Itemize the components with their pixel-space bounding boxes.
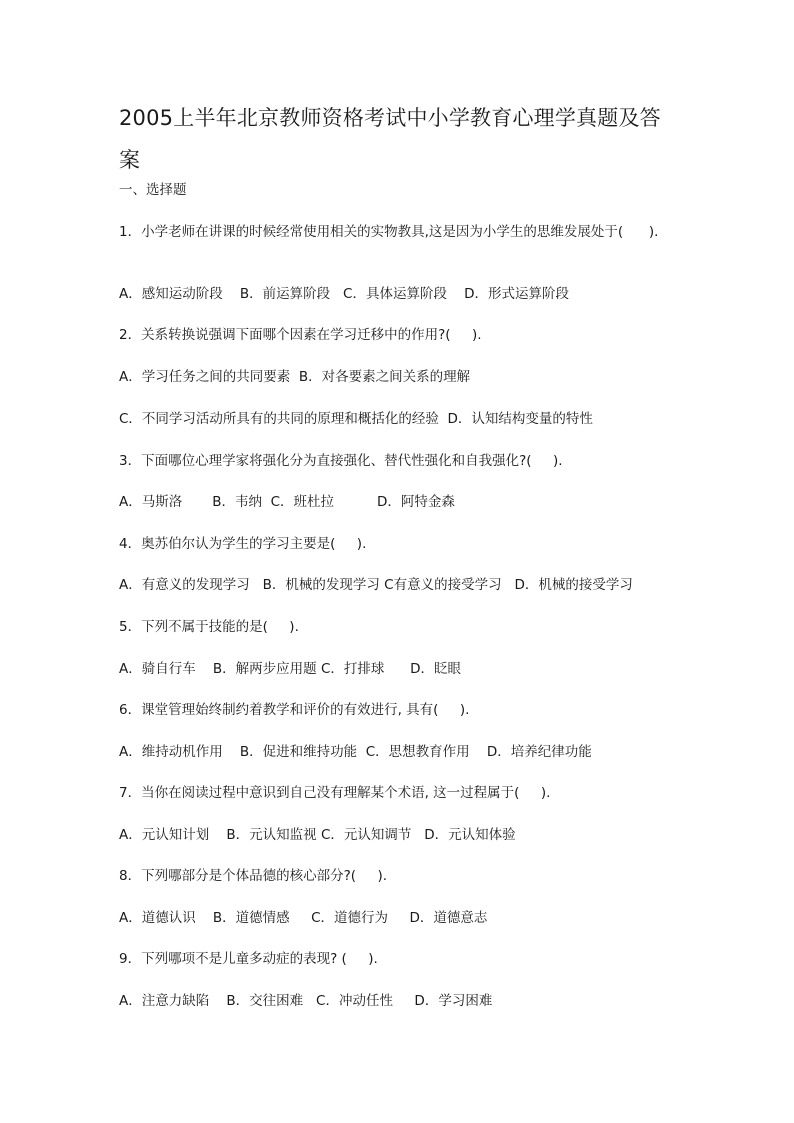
question-9: 9．下列哪项不是儿童多动症的表现? ( ). — [119, 951, 378, 967]
question-3: 3．下面哪位心理学家将强化分为直接强化、替代性强化和自我强化?( ). — [119, 453, 563, 469]
question-6-options: A．维持动机作用 B．促进和维持功能 C．思想教育作用 D．培养纪律功能 — [119, 744, 592, 760]
question-2: 2．关系转换说强调下面哪个因素在学习迁移中的作用?( ). — [119, 327, 482, 343]
question-7: 7．当你在阅读过程中意识到自己没有理解某个术语, 这一过程属于( ). — [119, 785, 551, 801]
question-7-options: A．元认知计划 B．元认知监视 C．元认知调节 D．元认知体验 — [119, 827, 516, 843]
question-9-options: A．注意力缺陷 B．交往困难 C．冲动任性 D．学习困难 — [119, 993, 493, 1009]
question-2-options-c-d: C．不同学习活动所具有的共同的原理和概括化的经验 D．认知结构变量的特性 — [119, 411, 593, 427]
question-8-options: A．道德认识 B．道德情感 C．道德行为 D．道德意志 — [119, 910, 488, 926]
question-4: 4．奥苏伯尔认为学生的学习主要是( ). — [119, 536, 367, 552]
question-1: 1．小学老师在讲课的时候经常使用相关的实物教具,这是因为小学生的思维发展处于( ). — [119, 224, 659, 240]
document-title-line-1: 2005上半年北京教师资格考试中小学教育心理学真题及答 — [119, 106, 661, 130]
question-4-options: A．有意义的发现学习 B．机械的发现学习 C有意义的接受学习 D．机械的接受学习 — [119, 577, 633, 593]
question-1-options: A．感知运动阶段 B．前运算阶段 C．具体运算阶段 D．形式运算阶段 — [119, 286, 570, 302]
document-title-line-2: 案 — [119, 148, 141, 172]
question-5-options: A．骑自行车 B．解两步应用题 C．打排球 D．眨眼 — [119, 661, 462, 677]
question-2-options-a-b: A．学习任务之间的共同要素 B．对各要素之间关系的理解 — [119, 369, 471, 385]
question-6: 6．课堂管理始终制约着教学和评价的有效进行, 具有( ). — [119, 702, 470, 718]
question-8: 8．下列哪部分是个体品德的核心部分?( ). — [119, 868, 388, 884]
question-5: 5．下列不属于技能的是( ). — [119, 619, 299, 635]
section-heading: 一、选择题 — [119, 182, 187, 198]
question-3-options: A．马斯洛 B．韦纳 C．班杜拉 D．阿特金森 — [119, 494, 455, 510]
